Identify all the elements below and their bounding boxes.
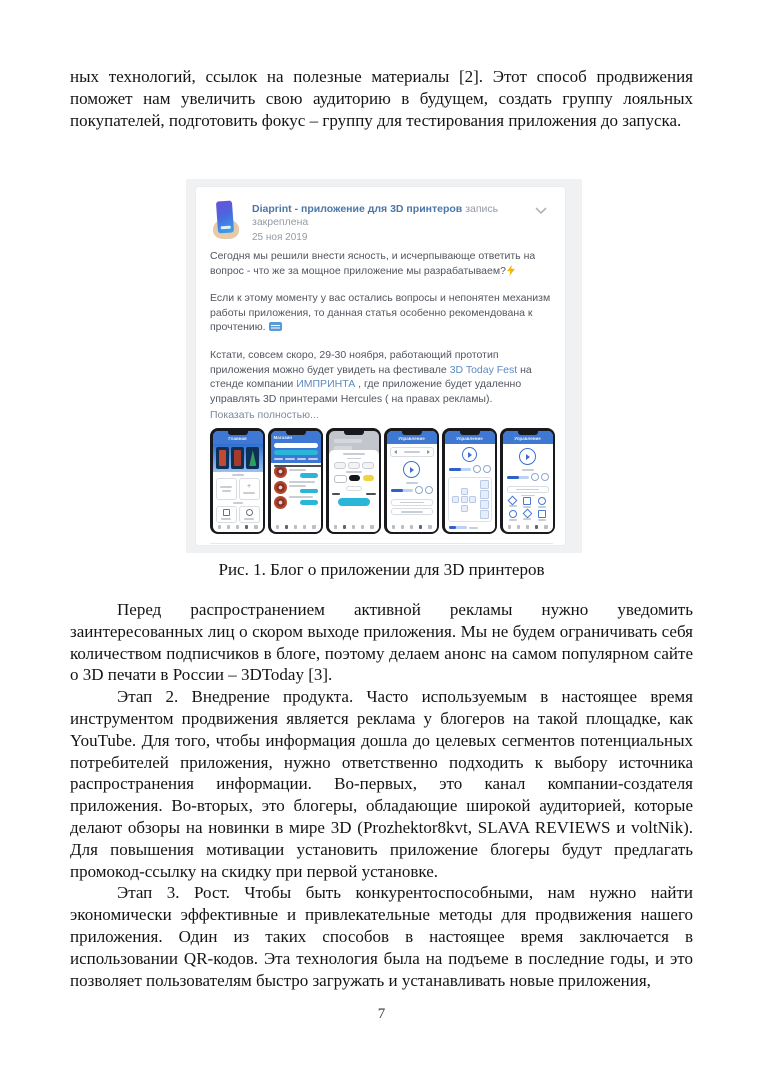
chevron-down-icon[interactable] <box>535 207 547 215</box>
dec-pricerow <box>332 493 376 495</box>
phone4-screen <box>387 431 437 532</box>
dec-b <box>404 451 420 453</box>
dec-i <box>221 226 231 230</box>
dec-tabs <box>274 458 318 460</box>
dec-sw <box>334 475 347 483</box>
phone5-app-title: Управление <box>445 431 495 445</box>
dec-i <box>370 525 374 529</box>
phone2-navbar <box>271 523 321 532</box>
dec-cy <box>300 500 317 505</box>
dec-gcell <box>536 510 549 521</box>
dec-cir <box>473 465 481 473</box>
dec-b <box>222 490 231 492</box>
dec-path <box>507 265 515 276</box>
dec-b <box>521 495 535 497</box>
paragraph-continuation: ных технологий, ссылок на полезные материалы [2]. Этот способ продвижения поможет нам увеличить свою аудиторию в будущем, создать группу лояльных покупателей, подготовить фокус – группу для тестирования приложения до запуска. <box>70 67 693 130</box>
dec-b <box>243 492 255 494</box>
dec-b <box>221 518 231 520</box>
vk-header-text <box>252 201 553 243</box>
dec-notch <box>344 431 364 435</box>
dec-b <box>523 518 531 520</box>
dec-ic <box>461 488 468 495</box>
phone1-model-tiles <box>213 444 263 472</box>
dec-i <box>449 526 456 530</box>
dec-prg <box>391 489 413 493</box>
dec-gi <box>538 510 546 518</box>
dec-plus: + <box>246 483 252 491</box>
vk-post-header <box>210 201 553 243</box>
dec-b <box>220 486 232 488</box>
phone1-screen <box>213 431 263 532</box>
phone6-app-title: Управление <box>503 431 553 445</box>
app-screenshot-home[interactable] <box>210 428 265 534</box>
dec-i <box>303 525 307 529</box>
dec-b <box>538 506 546 508</box>
dec-i <box>334 462 346 469</box>
dec-i <box>236 525 240 529</box>
dec-ic <box>461 505 468 512</box>
dec-b <box>289 485 306 487</box>
dec-arr <box>427 450 430 454</box>
phone4-app-title: Управление <box>387 431 437 445</box>
dec-pcol <box>289 496 318 505</box>
dec-b <box>509 505 517 507</box>
dec-i <box>517 525 521 529</box>
dec-i <box>249 450 256 466</box>
dec-b <box>334 446 352 450</box>
dec-i <box>508 525 512 529</box>
dec-wcard <box>239 506 260 524</box>
vk-post-paragraph-3 <box>210 348 553 406</box>
dec-svg <box>535 207 547 215</box>
dec-gcell <box>521 510 534 521</box>
dec-ic <box>469 496 476 503</box>
phone4-printer-selector <box>390 447 434 457</box>
dec-i <box>526 454 530 460</box>
company-link[interactable]: ИМПРИНТА <box>296 378 356 391</box>
phone6-navbar <box>503 523 553 532</box>
festival-link[interactable]: 3D Today Fest <box>449 363 518 376</box>
dec-on <box>343 525 347 529</box>
dec-i <box>276 525 280 529</box>
dec-ic <box>480 500 489 509</box>
dec-i <box>312 525 316 529</box>
dec-b <box>406 482 418 484</box>
dec-b <box>516 489 539 491</box>
dec-i <box>526 525 530 529</box>
dec-prg <box>449 468 471 472</box>
dec-path <box>537 209 546 214</box>
dec-spool <box>274 465 287 478</box>
dec-b <box>289 496 313 498</box>
dec-e <box>452 505 459 512</box>
vk-paragraph-2-text: Если к этому моменту у вас остались вопросы и непонятен механизм работы приложения, то данная статья особенно рекомендована к прочтению. <box>210 292 551 334</box>
phone6-tools-grid <box>507 497 549 521</box>
page-number: 7 <box>377 1006 386 1022</box>
dec-e <box>469 505 476 512</box>
phone2-filter-button <box>274 450 318 455</box>
dec-wbtn <box>391 508 433 515</box>
dec-b <box>401 511 423 513</box>
dec-cy <box>300 473 317 478</box>
dec-i <box>544 525 548 529</box>
dec-on <box>535 525 539 529</box>
dec-notch <box>518 431 538 435</box>
dec-b <box>538 519 546 521</box>
phone5-progress <box>449 465 491 473</box>
app-screenshot-material-picker[interactable] <box>326 428 381 534</box>
dec-on <box>285 525 289 529</box>
dec-spool <box>274 481 287 494</box>
phone6-screen <box>503 431 553 532</box>
phone2-search-field <box>274 443 318 448</box>
dec-gi <box>523 509 533 519</box>
dec-i <box>297 458 307 460</box>
dec-b <box>346 471 362 473</box>
dec-notch <box>228 431 248 435</box>
phone5-screen <box>445 431 495 532</box>
dec-i <box>392 525 396 529</box>
dec-i <box>294 525 298 529</box>
dec-b <box>332 493 340 495</box>
dec-e <box>452 488 459 495</box>
avatar-phone-shape <box>216 200 234 233</box>
phone1-navbar <box>213 523 263 531</box>
vk-paragraph-1-text: Сегодня мы решили внести ясность, и исчерпывающе ответить на вопрос - что же за мощное приложение мы разрабатываем? <box>210 250 536 277</box>
phone3-screen <box>329 431 379 532</box>
dec-gi <box>508 496 518 506</box>
dec-arr <box>394 450 397 454</box>
vk-paragraph-3-middle: на стенде компании <box>210 363 532 391</box>
dec-gi <box>509 510 517 518</box>
dec-b <box>366 493 376 495</box>
dec-vk-title-line <box>252 203 553 229</box>
dec-b <box>289 469 306 471</box>
dec-i <box>334 525 338 529</box>
blue-badge-emoji <box>269 322 282 331</box>
phone2-product-row <box>271 478 321 494</box>
phone4-progress <box>391 486 433 494</box>
dec-i <box>285 458 295 460</box>
dec-b <box>233 502 243 504</box>
phone3-color-swatches <box>334 475 374 483</box>
dec-ic <box>452 496 459 503</box>
dec-wbtn <box>391 499 433 506</box>
dec-wcard <box>239 478 260 500</box>
dec-gcell <box>507 497 520 508</box>
dec-on <box>419 525 423 529</box>
dec-sw <box>349 475 360 481</box>
dec-i <box>254 525 258 529</box>
dec-tile <box>216 447 229 469</box>
show-more-link[interactable]: Показать полностью... <box>210 409 319 422</box>
dec-wbtn <box>507 486 549 493</box>
dec-spool <box>274 496 287 509</box>
phone1-app-title: Главная <box>213 431 263 445</box>
dec-i <box>428 525 432 529</box>
dec-b <box>400 502 424 504</box>
dec-ovals <box>334 462 374 469</box>
dec-svg <box>507 265 515 276</box>
dec-sidecol <box>480 480 489 519</box>
dec-prg <box>507 476 529 480</box>
dec-gcell <box>521 497 534 508</box>
dec-icsq <box>223 509 230 516</box>
phone3-navbar <box>329 523 379 532</box>
dec-b <box>469 527 478 529</box>
play-button-icon <box>462 447 477 462</box>
vk-post-footer <box>210 543 553 545</box>
dec-b <box>289 481 315 483</box>
dec-i <box>361 525 365 529</box>
vk-paragraph-3-prefix: Кстати, совсем скоро, 29-30 ноября, работающий прототип приложения можно будет увидеть на фестивале <box>210 348 499 376</box>
app-screenshot-shop[interactable] <box>268 428 323 534</box>
dec-cir <box>541 473 549 481</box>
paragraph-announce: Перед распространением активной рекламы нужно уведомить заинтересованных лиц о скором выходе приложения. Мы не будем ограничивать себя количеством подписчиков в блоге, поэтому делаем анонс на самом популярном сайте о 3D печати в России – 3DToday [3]. <box>70 600 693 685</box>
phone6-progress <box>507 473 549 481</box>
phone3-confirm-button <box>338 498 370 506</box>
dec-wcard <box>346 486 362 491</box>
phone5-axis-controls <box>448 477 492 522</box>
dec-dpad <box>452 488 476 512</box>
dec-i <box>410 467 414 473</box>
dec-i <box>274 458 284 460</box>
dec-p1row <box>216 506 260 524</box>
dec-ic <box>480 510 489 519</box>
figure-vk-screenshot <box>186 179 582 553</box>
dec-b <box>522 469 534 471</box>
dec-b <box>334 439 362 443</box>
vk-post-date[interactable]: 25 ноя 2019 <box>252 232 308 243</box>
vk-post-paragraph-1 <box>210 249 553 278</box>
dec-b <box>232 474 244 476</box>
paragraph-stage-2: Этап 2. Внедрение продукта. Часто используемым в настоящее время инструментом продвижения является реклама у блогеров на такой площадке, как YouTube. Для того, чтобы информация дошла до целевых сегментов потенциальных потребителей приложения, нужно ответственно подходить к выбору источника распространения информации. Во-первых, это канал компании-создателя приложения. Во-вторых, это блогеры, обладающие широкой аудиторией, которые делают обзоры на новинки в мире 3D (Prozhektor8kvt, SLAVA REVIEWS и voltNik). Для повышения мотивации установить приложение блогеры будут предлагать промокод-ссылку на скидку при первой установке. <box>70 687 693 881</box>
dec-cy <box>300 489 317 494</box>
vk-post-paragraph-2 <box>210 291 553 335</box>
dec-i <box>227 525 231 529</box>
dec-i <box>468 452 472 458</box>
play-button-icon <box>403 461 420 478</box>
dec-prg <box>449 526 467 530</box>
dec-i <box>410 525 414 529</box>
dec-pgroup <box>449 526 491 530</box>
dec-i <box>348 462 360 469</box>
lightning-emoji <box>506 265 515 277</box>
dec-ic <box>461 496 468 503</box>
vk-pinned-label: запись закреплена <box>252 203 499 228</box>
dec-i <box>449 468 461 472</box>
dec-tile <box>246 447 259 469</box>
app-screenshot-control-2[interactable] <box>442 428 497 534</box>
dec-pcol <box>289 465 318 478</box>
dec-e <box>469 488 476 495</box>
dec-i <box>352 525 356 529</box>
figure-caption: Рис. 1. Блог о приложении для 3D принтеров <box>218 560 545 579</box>
dec-cir <box>415 486 423 494</box>
phone2-product-row <box>271 494 321 510</box>
dec-b <box>347 458 361 460</box>
dec-notch <box>286 431 306 435</box>
dec-sw <box>363 475 374 481</box>
dec-ic <box>480 490 489 499</box>
dec-i <box>308 458 318 460</box>
dec-notch <box>402 431 422 435</box>
dec-on <box>245 525 249 529</box>
document-body-main <box>70 599 693 991</box>
phone3-bottom-sheet <box>329 450 379 523</box>
dec-tile <box>231 447 244 469</box>
dec-b <box>343 453 365 455</box>
post-photo-strip <box>210 428 553 534</box>
dec-cir <box>425 486 433 494</box>
dec-i <box>234 450 241 466</box>
app-screenshot-control-1[interactable] <box>384 428 439 534</box>
dec-icsq <box>246 509 253 516</box>
dec-cir <box>483 465 491 473</box>
phone2-shop-header <box>271 431 321 463</box>
dec-wcard <box>216 478 237 500</box>
vk-post-card <box>196 187 565 545</box>
phone4-navbar <box>387 523 437 532</box>
phone2-app-title: Магазин <box>273 434 292 440</box>
dec-gi <box>538 497 546 505</box>
dec-i <box>218 525 222 529</box>
dec-notch <box>460 431 480 435</box>
dec-i <box>391 489 403 493</box>
dec-i <box>219 450 226 466</box>
dec-i <box>362 462 374 469</box>
dec-i <box>401 525 405 529</box>
dec-pcol <box>289 481 318 494</box>
paragraph-stage-3: Этап 3. Рост. Чтобы быть конкурентоспособными, нам нужно найти экономически эффективные и привлекательные методы для продвижения нашего приложения. Один из таких способов в настоящее время заключается в использовании QR-кодов. Эта технология была на подъеме в последние годы, и это позволяет пользователям быстро загружать и устанавливать новые приложения, <box>70 883 693 990</box>
document-body-top <box>70 66 693 131</box>
phone2-product-row <box>271 463 321 479</box>
vk-paragraph-3-suffix: , где приложение будет удаленно управлять 3D принтерами Hercules ( на правах рекламы). <box>210 378 522 405</box>
dec-p1row <box>216 478 260 500</box>
dec-wcard <box>216 506 237 524</box>
dec-b <box>244 518 254 520</box>
dec-gcell <box>536 497 549 508</box>
phone2-screen <box>271 431 321 532</box>
play-button-icon <box>519 448 536 465</box>
phone5-navbar <box>445 531 495 532</box>
vk-author-link[interactable]: Diaprint - приложение для 3D принтеров <box>252 203 463 215</box>
dec-gcell <box>507 510 520 521</box>
avatar[interactable] <box>210 201 242 239</box>
dec-gi <box>523 497 531 505</box>
dec-b <box>509 519 517 521</box>
dec-ic <box>480 480 489 489</box>
dec-i <box>507 476 519 480</box>
app-screenshot-control-3[interactable] <box>500 428 555 534</box>
dec-cir <box>531 473 539 481</box>
